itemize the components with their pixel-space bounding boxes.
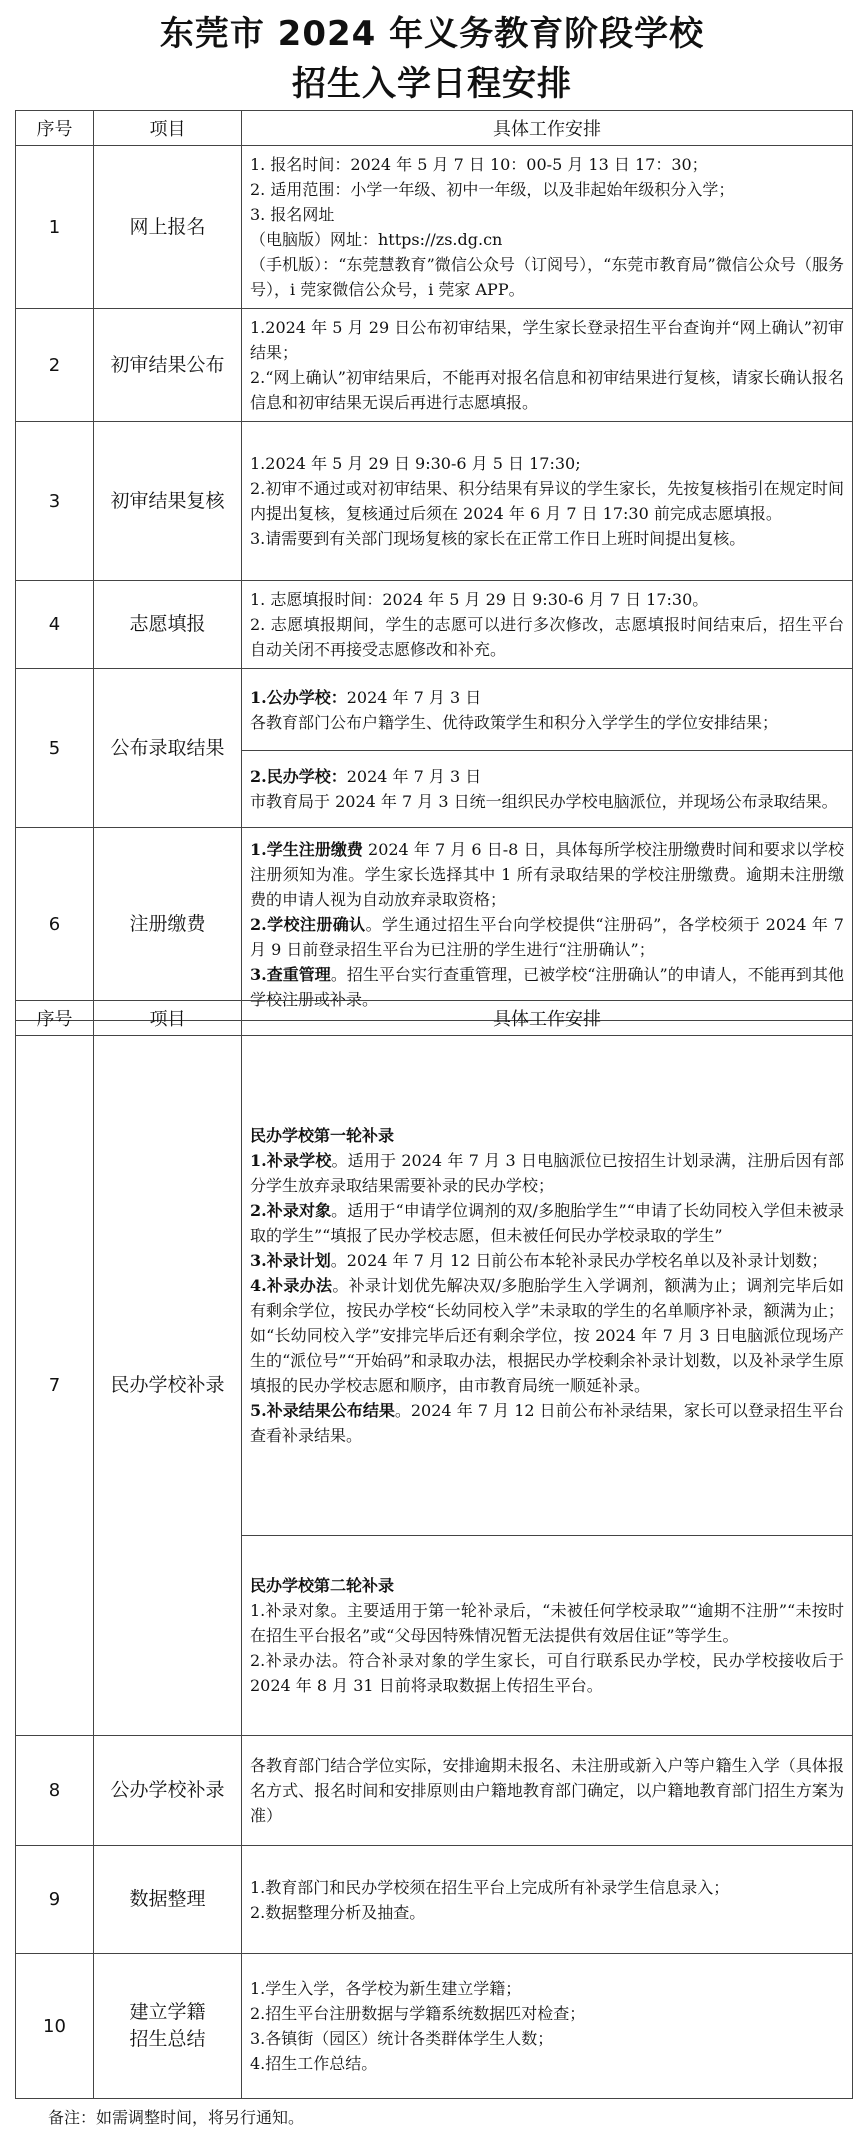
row-item: 数据整理: [94, 1846, 242, 1954]
row-detail: [242, 828, 853, 1021]
detail-heading: 1.公办学校：: [250, 687, 347, 707]
row-num: 8: [16, 1736, 94, 1846]
table-header-row: [16, 1001, 853, 1036]
table-row: [16, 422, 853, 581]
detail-line: （手机版）：“东莞慧教育”微信公众号（订阅号），“东莞市教育局”微信公众号（服务号），i 莞家微信公众号，i 莞家 APP。: [250, 255, 844, 299]
table-row: [16, 669, 853, 751]
detail-line: [250, 1398, 844, 1448]
detail-heading: 4.补录办法: [250, 1276, 333, 1295]
detail-line: [250, 1148, 844, 1198]
detail-line: 2.初审不通过或对初审结果、积分结果有异议的学生家长，先按复核指引在规定时间内提出复核，复核通过后须在 2024 年 6 月 7 日 17:30 前完成志愿填报。: [250, 479, 844, 523]
row-num: 3: [16, 422, 94, 581]
row-num: 9: [16, 1846, 94, 1954]
row-item: 志愿填报: [94, 581, 242, 669]
detail-date: 2024 年 7 月 3 日: [346, 687, 482, 707]
detail-heading: 3.补录计划: [250, 1251, 331, 1270]
row-detail: [242, 1846, 853, 1954]
detail-line: 各教育部门公布户籍学生、优待政策学生和积分入学学生的学位安排结果；: [250, 712, 779, 732]
row-item: 公布录取结果: [94, 669, 242, 828]
detail-heading: 5.补录结果公布结果: [250, 1401, 395, 1420]
row-num: 6: [16, 828, 94, 1021]
row-item: 公办学校补录: [94, 1736, 242, 1846]
row-detail: [242, 146, 853, 309]
row-detail: [242, 1736, 853, 1846]
schedule-table-part-2: [15, 1000, 853, 2099]
table-row: [16, 1954, 853, 2099]
detail-line: 1.2024 年 5 月 29 日 9:30-6 月 5 日 17:30;: [250, 454, 581, 473]
row-detail: [242, 309, 853, 422]
table-row: [16, 581, 853, 669]
header-detail: 具体工作安排: [242, 1001, 853, 1036]
detail-line: 市教育局于 2024 年 7 月 3 日统一组织民办学校电脑派位，并现场公布录取结果。: [250, 792, 838, 811]
detail-line: 1.教育部门和民办学校须在招生平台上完成所有补录学生信息录入；: [250, 1877, 730, 1897]
row-detail-round-2: [242, 1536, 853, 1736]
row-item: 初审结果公布: [94, 309, 242, 422]
header-item: 项目: [94, 1001, 242, 1036]
page-title-line-1: 东莞市 2024 年义务教育阶段学校: [159, 14, 705, 54]
detail-line: 3.各镇街（园区）统计各类群体学生人数；: [250, 2029, 554, 2048]
table-row: [16, 146, 853, 309]
row-detail-public: [242, 669, 853, 751]
detail-text: 2024 年 7 月 6 日-8 日，具体每所学校注册缴费时间和要求以学校注册须知为准。学生家长选择其中 1 所有录取结果的学校注册缴费。逾期未注册缴费的申请人视为自动放弃录取资格；: [250, 839, 844, 909]
row-num: 7: [16, 1036, 94, 1736]
detail-line: [250, 685, 844, 710]
detail-line: [250, 912, 844, 962]
row-detail: [242, 1954, 853, 2099]
row-detail-private: [242, 751, 853, 828]
detail-heading: 2.学校注册确认: [250, 914, 366, 934]
detail-line: 1.补录对象。主要适用于第一轮补录后，“未被任何学校录取”“逾期不注册”“未按时在招生平台报名”或“父母因特殊情况暂无法提供有效居住证”等学生。: [250, 1601, 844, 1645]
table-row: [16, 828, 853, 1021]
detail-text: 。适用于 2024 年 7 月 3 日电脑派位已按招生计划录满，注册后因有部分学生放弃录取结果需要补录的民办学校；: [250, 1151, 844, 1195]
row-item: 网上报名: [94, 146, 242, 309]
detail-heading: 1.补录学校: [250, 1151, 332, 1170]
detail-subtitle: 民办学校第二轮补录: [250, 1576, 395, 1595]
schedule-table-part-1: [15, 110, 853, 1021]
detail-line: 各教育部门结合学位实际，安排逾期未报名、未注册或新入户等户籍生入学（具体报名方式、报名时间和安排原则由户籍地教育部门确定，以户籍地教育部门招生方案为准）: [250, 1756, 844, 1825]
detail-heading: 2.补录对象: [250, 1201, 332, 1220]
row-item: 初审结果复核: [94, 422, 242, 581]
row-num: 4: [16, 581, 94, 669]
header-detail: 具体工作安排: [242, 111, 853, 146]
row-item: 注册缴费: [94, 828, 242, 1021]
detail-line: 2. 志愿填报期间，学生的志愿可以进行多次修改，志愿填报时间结束后，招生平台自动关闭不再接受志愿修改和补充。: [250, 615, 844, 659]
detail-line: 1.学生入学，各学校为新生建立学籍；: [250, 1979, 522, 1998]
detail-line: 1. 志愿填报时间：2024 年 5 月 29 日 9:30-6 月 7 日 17:30。: [250, 590, 709, 609]
detail-line: [250, 1248, 844, 1273]
detail-line: 1.2024 年 5 月 29 日公布初审结果，学生家长登录招生平台查询并“网上确认”初审结果；: [250, 318, 844, 362]
detail-text: 。2024 年 7 月 12 日前公布补录结果，家长可以登录招生平台查看补录结果。: [250, 1401, 844, 1445]
detail-line: 1. 报名时间：2024 年 5 月 7 日 10：00-5 月 13 日 17：30；: [250, 155, 708, 174]
header-num: 序号: [16, 111, 94, 146]
detail-line: （电脑版）网址：https://zs.dg.cn: [250, 230, 503, 249]
row-item: [94, 1954, 242, 2099]
row-item-line: 招生总结: [129, 2028, 206, 2050]
row-detail: [242, 422, 853, 581]
detail-heading: 2.民办学校：: [250, 767, 347, 786]
row-num: 10: [16, 1954, 94, 2099]
header-item: 项目: [94, 111, 242, 146]
detail-line: 2.招生平台注册数据与学籍系统数据匹对检查；: [250, 2004, 586, 2023]
row-num: 5: [16, 669, 94, 828]
row-item: 民办学校补录: [94, 1036, 242, 1736]
row-num: 1: [16, 146, 94, 309]
detail-text: 。适用于“申请学位调剂的双/多胞胎学生”“申请了长幼同校入学但未被录取的学生”“填报了民办学校志愿，但未被任何民办学校录取的学生”: [250, 1201, 844, 1245]
detail-line: [250, 764, 844, 789]
detail-line: [250, 837, 844, 912]
footnote: 备注：如需调整时间，将另行通知。: [48, 2108, 305, 2127]
detail-text: 。2024 年 7 月 12 日前公布本轮补录民办学校名单以及补录计划数；: [330, 1251, 828, 1270]
detail-line: 3. 报名网址: [250, 205, 335, 224]
detail-heading: 3.查重管理: [250, 964, 331, 984]
detail-text: 。补录计划优先解决双/多胞胎学生入学调剂，额满为止；调剂完毕后如有剩余学位，按民办学校“长幼同校入学”未录取的学生的名单顺序补录，额满为止；如“长幼同校入学”安排完毕后还有剩余学位，按 2024 年 7 月 3 日电脑派位现场产生的“派位号”“开始码”和录取办法，根据民办学校剩余补录计划数，以及补录学生原填报的民办学校志愿和顺序，由市教育局统一顺延补录。: [250, 1276, 844, 1395]
detail-line: [250, 1273, 844, 1398]
row-detail: [242, 581, 853, 669]
page-title-line-2: 招生入学日程安排: [292, 64, 572, 104]
table-row: [16, 309, 853, 422]
row-item-line: 建立学籍: [129, 2001, 206, 2024]
detail-text: 。学生通过招生平台向学校提供“注册码”，各学校须于 2024 年 7 月 9 日前登录招生平台为已注册的学生进行“注册确认”；: [250, 914, 844, 959]
table-row: [16, 1846, 853, 1954]
detail-line: 2.数据整理分析及抽查。: [250, 1902, 426, 1922]
header-num: 序号: [16, 1001, 94, 1036]
row-detail-round-1: [242, 1036, 853, 1536]
detail-line: 3.请需要到有关部门现场复核的家长在正常工作日上班时间提出复核。: [250, 529, 746, 548]
detail-subtitle: 民办学校第一轮补录: [250, 1126, 395, 1145]
table-row: [16, 1736, 853, 1846]
table-row: [16, 1036, 853, 1536]
detail-line: [250, 1198, 844, 1248]
detail-heading: 1.学生注册缴费: [250, 839, 363, 859]
detail-date: 2024 年 7 月 3 日: [346, 767, 482, 786]
detail-line: 4.招生工作总结。: [250, 2054, 378, 2073]
detail-line: 2.补录办法。符合补录对象的学生家长，可自行联系民办学校，民办学校接收后于 2024 年 8 月 31 日前将录取数据上传招生平台。: [250, 1651, 844, 1695]
detail-line: 2.“网上确认”初审结果后，不能再对报名信息和初审结果进行复核，请家长确认报名信息和初审结果无误后再进行志愿填报。: [250, 368, 844, 412]
table-header-row: [16, 111, 853, 146]
detail-text: 。招生平台实行查重管理，已被学校“注册确认”的申请人，不能再到其他学校注册或补录。: [250, 964, 844, 1009]
detail-line: 2. 适用范围：小学一年级、初中一年级，以及非起始年级积分入学；: [250, 180, 735, 199]
row-num: 2: [16, 309, 94, 422]
